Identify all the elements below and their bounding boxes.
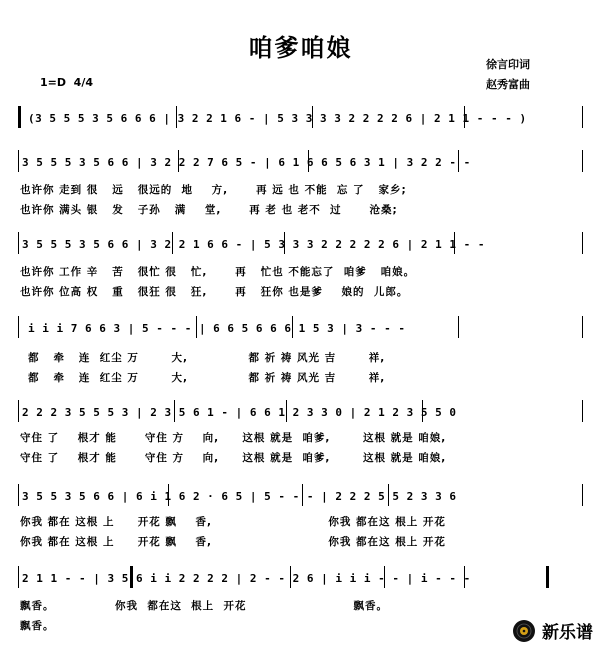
score-row <box>18 406 583 428</box>
score-row <box>18 156 583 178</box>
score-row <box>18 238 583 260</box>
lyric-line: 也许你 位高 权 重 很狂 很 狂, 再 狂你 也是爹 娘的 儿郎。 <box>20 286 409 298</box>
song-title: 咱爹咱娘 <box>248 34 353 62</box>
lyricist-credit: 徐言印词 <box>486 58 530 71</box>
score-row-intro <box>18 112 583 134</box>
lyric-line: 飘香。 你我 都在这 根上 开花 飘香。 <box>20 600 389 612</box>
notes: 2 2 2 3 5 5 5 3 | 2 3 5 6 1 - | 6 6 1 2 3 3 0 | 2 1 2 3 5 5 0 <box>22 406 457 419</box>
score-row <box>18 572 583 594</box>
site-logo <box>512 618 593 643</box>
composer-credit: 赵秀富曲 <box>486 78 530 91</box>
notes: i i i 7 6 6 3 | 5 - - - | 6 6 5 6 6 6 1 5 3 | 3 - - - <box>28 322 406 335</box>
vinyl-record-icon <box>512 619 536 643</box>
notes: 3 5 5 5 3 5 6 6 | 3 2 2 2 7 6 5 - | 6 1 6 6 5 6 3 1 | 3 2 2 - - <box>22 156 471 169</box>
lyric-line: 守住 了 根才 能 守住 方 向, 这根 就是 咱爹, 这根 就是 咱娘, <box>20 452 447 464</box>
lyric-line: 你我 都在 这根 上 开花 飘 香, 你我 都在这 根上 开花 <box>20 536 446 548</box>
lyric-line: 都 牵 连 红尘 万 大, 都 祈 祷 风光 吉 祥, <box>28 372 386 384</box>
lyric-line: 也许你 工作 辛 苦 很忙 很 忙, 再 忙也 不能忘了 咱爹 咱娘。 <box>20 266 416 278</box>
lyric-line: 飘香。 <box>20 620 55 632</box>
lyric-line: 也许你 满头 银 发 子孙 满 堂, 再 老 也 老不 过 沧桑; <box>20 204 398 216</box>
logo-text: 新乐谱 <box>542 623 593 643</box>
lyric-line: 也许你 走到 很 远 很远的 地 方, 再 远 也 不能 忘 了 家乡; <box>20 184 407 196</box>
lyric-line: 都 牵 连 红尘 万 大, 都 祈 祷 风光 吉 祥, <box>28 352 386 364</box>
key-signature: 1=D 4/4 <box>40 76 93 89</box>
lyric-line: 守住 了 根才 能 守住 方 向, 这根 就是 咱爹, 这根 就是 咱娘, <box>20 432 447 444</box>
lyric-line: 你我 都在 这根 上 开花 飘 香, 你我 都在这 根上 开花 <box>20 516 446 528</box>
notes: 3 5 5 5 3 5 6 6 | 3 2 2 1 6 6 - | 5 3 3 3 2 2 2 2 2 6 | 2 1 1 - - <box>22 238 485 251</box>
score-row <box>18 490 583 512</box>
notes: 3 5 5 3 5 6 6 | 6 i 1 6 2 · 6 5 | 5 - - - | 2 2 2 5 5 2 3 3 6 <box>22 490 457 503</box>
score-row <box>18 322 583 344</box>
notes: (3 5 5 5 3 5 6 6 6 | 3 2 2 1 6 - | 5 3 3 3 3 2 2 2 2 6 | 2 1 1 - - - ) <box>28 112 527 125</box>
notes: 2 1 1 - - | 3 5 6 i i 2 2 2 2 | 2 - - 2 6 | i i i - - | i - - - <box>22 572 471 585</box>
